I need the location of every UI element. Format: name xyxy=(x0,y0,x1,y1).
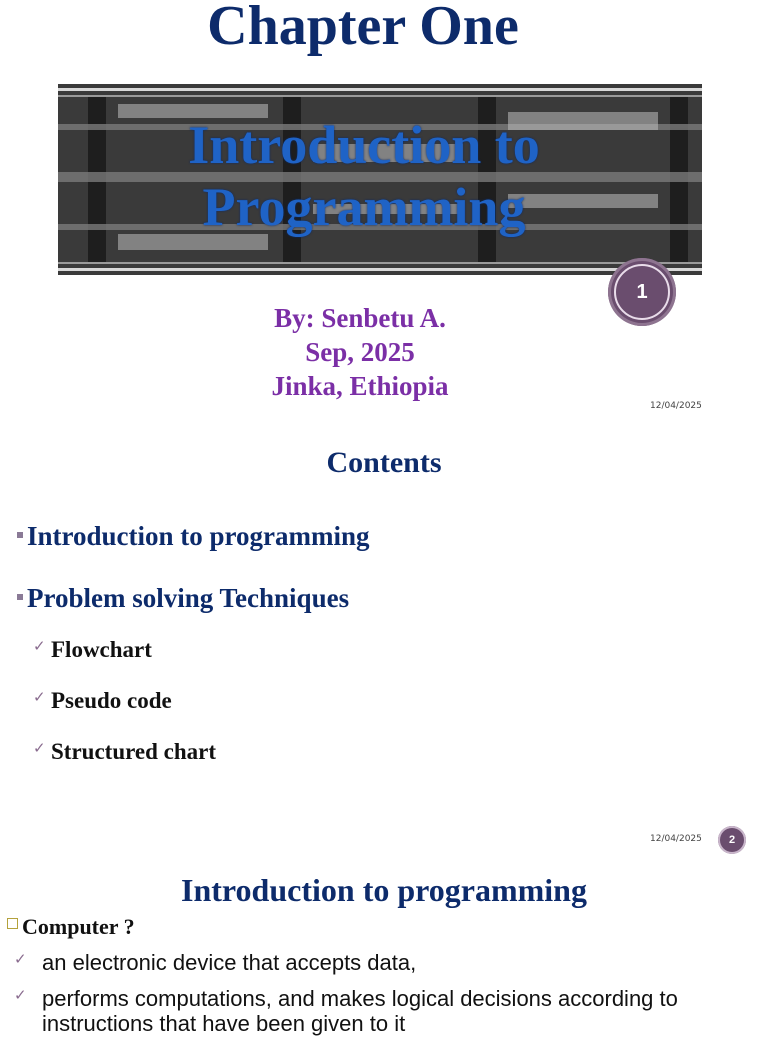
square-bullet-icon xyxy=(17,532,23,538)
presentation-date: Sep, 2025 xyxy=(305,337,415,367)
author: By: Senbetu A. xyxy=(274,303,446,333)
question-heading: Computer ? xyxy=(22,914,135,939)
bullet-text: performs computations, and makes logical decisions according to xyxy=(42,986,678,1011)
slide-title: Introduction to programming xyxy=(181,872,587,908)
slide-number-badge xyxy=(608,258,676,326)
footer-date: 12/04/2025 xyxy=(650,834,702,844)
banner-title xyxy=(58,114,670,238)
chapter-title: Chapter One xyxy=(207,0,519,57)
bullet-text-continuation: instructions that have been given to it xyxy=(42,1011,406,1036)
contents-item: Problem solving Techniques xyxy=(27,583,350,613)
bullet-text: an electronic device that accepts data, xyxy=(42,950,417,975)
location: Jinka, Ethiopia xyxy=(271,371,449,401)
checkmark-icon: ✓ xyxy=(33,637,46,655)
contents-subitem: Pseudo code xyxy=(51,688,172,713)
contents-title: Contents xyxy=(326,446,442,479)
checkmark-icon: ✓ xyxy=(33,739,46,757)
contents-subitem: Structured chart xyxy=(51,739,217,764)
checkmark-icon: ✓ xyxy=(14,986,27,1004)
slide-number-badge: 2 xyxy=(718,826,746,854)
banner-title-line1: Introduction to xyxy=(188,115,540,175)
banner-title-line2: Programming xyxy=(202,177,526,237)
contents-item: Introduction to programming xyxy=(27,521,370,551)
hollow-square-icon xyxy=(7,918,18,929)
contents-subitem: Flowchart xyxy=(51,637,152,662)
title-banner xyxy=(58,84,702,275)
checkmark-icon: ✓ xyxy=(33,688,46,706)
footer-date: 12/04/2025 xyxy=(650,401,702,411)
square-bullet-icon xyxy=(17,594,23,600)
slide-number: 1 xyxy=(614,264,670,320)
checkmark-icon: ✓ xyxy=(14,950,27,968)
